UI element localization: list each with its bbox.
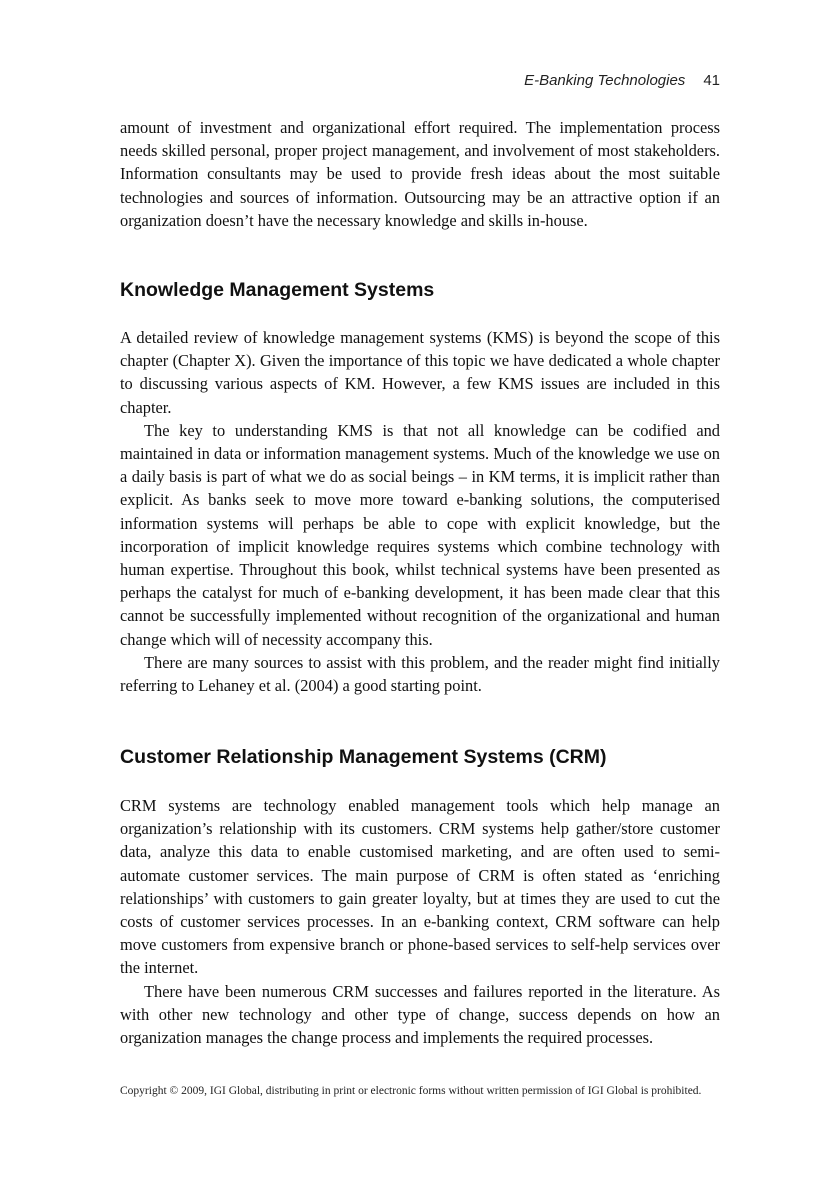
section-heading-kms: Knowledge Management Systems	[120, 279, 435, 301]
paragraph: amount of investment and organizational effort required. The implementation process needs skilled personal, proper project management, and involvement of most stakeholders. Information consultants may be used to provide fresh ideas about the most suitable technologies and sources of information. Outsourcing may be an attractive option if an organization doesn’t have the necessary knowledge and skills in-house.	[120, 118, 720, 230]
section-heading-crm: Customer Relationship Management Systems (CRM)	[120, 746, 607, 768]
paragraph: There have been numerous CRM successes and failures reported in the literature. As with other new technology and other type of change, success depends on how an organization manages the change process and implements the required processes.	[120, 981, 720, 1048]
paragraph: There are many sources to assist with this problem, and the reader might find initially referring to Lehaney et al. (2004) a good starting point.	[120, 652, 720, 696]
paragraph: A detailed review of knowledge management systems (KMS) is beyond the scope of this chapter (Chapter X). Given the importance of this topic we have dedicated a whole chapter to discussing various aspects of KM. However, a few KMS issues are included in this chapter.	[120, 328, 720, 417]
paragraph: The key to understanding KMS is that not all knowledge can be codified and maintained in data or information management systems. Much of the knowledge we use on a daily basis is part of what we do as social beings – in KM terms, it is implicit rather than explicit. As banks seek to move more toward e-banking solutions, the computerised information systems will perhaps be able to cope with explicit knowledge, but the incorporation of implicit knowledge requires systems which combine technology with human expertise. Throughout this book, whilst technical systems have been presented as perhaps the catalyst for much of e-banking development, it has been made clear that this cannot be successfully implemented without recognition of the organizational and human change which will of necessity accompany this.	[120, 420, 720, 649]
copyright-footer: Copyright © 2009, IGI Global, distributing in print or electronic forms without written permission of IGI Global is prohibited.	[120, 1085, 702, 1097]
section-body-kms	[120, 326, 720, 697]
running-title: E-Banking Technologies	[524, 72, 686, 89]
intro-text	[120, 116, 720, 232]
running-header	[120, 72, 720, 89]
page-number: 41	[703, 72, 720, 89]
section-body-crm	[120, 794, 720, 1049]
paragraph: CRM systems are technology enabled management tools which help manage an organization’s relationship with its customers. CRM systems help gather/store customer data, analyze this data to enable customised marketing, and are often used to semi-automate customer services. The main purpose of CRM is often stated as ‘enriching relationships’ with customers to gain greater loyalty, but at times they are used to cut the costs of customer services processes. In an e-banking context, CRM software can help move customers from expensive branch or phone-based services to self-help services over the internet.	[120, 796, 720, 978]
